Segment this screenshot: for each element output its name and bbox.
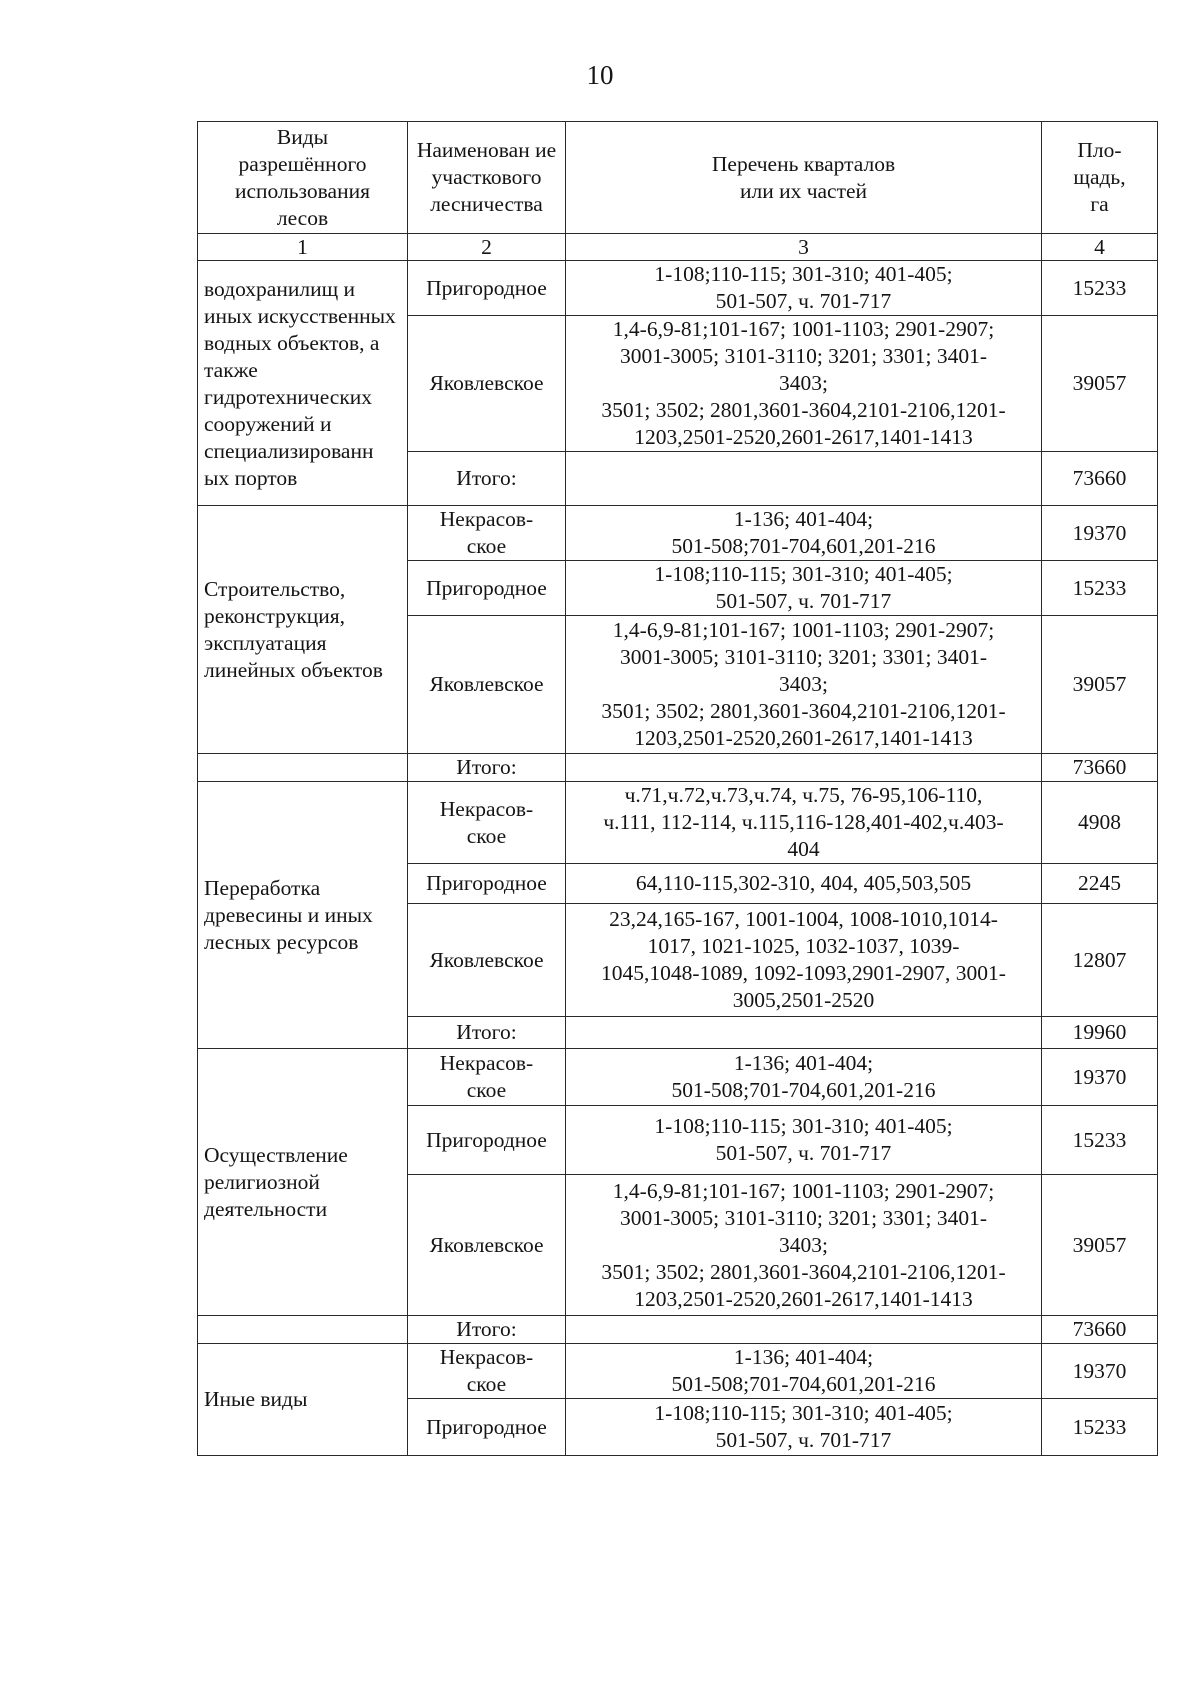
empty-cell — [198, 1316, 408, 1344]
table-row — [198, 1344, 1158, 1399]
quarters-cell: 64,110-115,302-310, 404, 405,503,505 — [566, 864, 1042, 904]
area-cell: 15233 — [1042, 561, 1158, 616]
use-kind-cell: водохранилищ и иных искусственных водных объектов, а также гидротехнических сооружений и специализированн ых портов — [198, 261, 408, 506]
quarters-cell: 1,4-6,9-81;101-167; 1001-1103; 2901-2907; 3001-3005; 3101-3110; 3201; 3301; 3401- 3403; 3501; 3502; 2801,3601-3604,2101-2106,1201- 1203,2501-2520,2601-2617,1401-1413 — [566, 1175, 1042, 1316]
forest-use-table — [197, 121, 1158, 1456]
quarters-cell: 1-136; 401-404; 501-508;701-704,601,201-216 — [566, 1344, 1042, 1399]
column-number-row — [198, 234, 1158, 261]
total-label: Итого: — [408, 452, 566, 506]
quarters-cell: 1-136; 401-404; 501-508;701-704,601,201-216 — [566, 506, 1042, 561]
forestry-cell: Пригородное — [408, 1106, 566, 1175]
total-row — [198, 754, 1158, 782]
empty-cell — [566, 452, 1042, 506]
quarters-cell: 1-136; 401-404; 501-508;701-704,601,201-216 — [566, 1049, 1042, 1106]
quarters-cell: 1,4-6,9-81;101-167; 1001-1103; 2901-2907; 3001-3005; 3101-3110; 3201; 3301; 3401- 3403; 3501; 3502; 2801,3601-3604,2101-2106,1201- 1203,2501-2520,2601-2617,1401-1413 — [566, 316, 1042, 452]
forestry-cell: Пригородное — [408, 864, 566, 904]
forestry-cell: Яковлевское — [408, 616, 566, 754]
area-cell: 15233 — [1042, 1106, 1158, 1175]
area-cell: 12807 — [1042, 904, 1158, 1017]
area-cell: 19370 — [1042, 506, 1158, 561]
area-cell: 39057 — [1042, 1175, 1158, 1316]
table-row — [198, 506, 1158, 561]
use-kind-cell: Переработка древесины и иных лесных ресурсов — [198, 782, 408, 1049]
forestry-cell: Пригородное — [408, 261, 566, 316]
forestry-cell: Некрасов- ское — [408, 782, 566, 864]
table-row — [198, 1049, 1158, 1106]
forestry-cell: Некрасов- ское — [408, 1344, 566, 1399]
forestry-cell: Пригородное — [408, 1399, 566, 1456]
empty-cell — [566, 754, 1042, 782]
header-area: Пло- щадь, га — [1042, 122, 1158, 234]
table-row — [198, 261, 1158, 316]
quarters-cell: 1,4-6,9-81;101-167; 1001-1103; 2901-2907; 3001-3005; 3101-3110; 3201; 3301; 3401- 3403; 3501; 3502; 2801,3601-3604,2101-2106,1201- 1203,2501-2520,2601-2617,1401-1413 — [566, 616, 1042, 754]
quarters-cell: 1-108;110-115; 301-310; 401-405; 501-507, ч. 701-717 — [566, 1106, 1042, 1175]
area-cell: 19370 — [1042, 1344, 1158, 1399]
quarters-cell: 1-108;110-115; 301-310; 401-405; 501-507, ч. 701-717 — [566, 1399, 1042, 1456]
quarters-cell: 23,24,165-167, 1001-1004, 1008-1010,1014- 1017, 1021-1025, 1032-1037, 1039- 1045,1048-1089, 1092-1093,2901-2907, 3001- 3005,2501-2520 — [566, 904, 1042, 1017]
total-area: 73660 — [1042, 1316, 1158, 1344]
total-label: Итого: — [408, 1316, 566, 1344]
empty-cell — [566, 1316, 1042, 1344]
quarters-cell: ч.71,ч.72,ч.73,ч.74, ч.75, 76-95,106-110, ч.111, 112-114, ч.115,116-128,401-402,ч.403- 404 — [566, 782, 1042, 864]
area-cell: 19370 — [1042, 1049, 1158, 1106]
header-kind: Виды разрешённого использования лесов — [198, 122, 408, 234]
total-label: Итого: — [408, 1017, 566, 1049]
header-row — [198, 122, 1158, 234]
area-cell: 39057 — [1042, 316, 1158, 452]
quarters-cell: 1-108;110-115; 301-310; 401-405; 501-507, ч. 701-717 — [566, 561, 1042, 616]
total-area: 19960 — [1042, 1017, 1158, 1049]
quarters-cell: 1-108;110-115; 301-310; 401-405; 501-507, ч. 701-717 — [566, 261, 1042, 316]
total-row — [198, 1316, 1158, 1344]
column-number: 4 — [1042, 234, 1158, 261]
empty-cell — [566, 1017, 1042, 1049]
column-number: 2 — [408, 234, 566, 261]
area-cell: 15233 — [1042, 1399, 1158, 1456]
header-forestry: Наименован ие участкового лесничества — [408, 122, 566, 234]
area-cell: 39057 — [1042, 616, 1158, 754]
empty-cell — [198, 754, 408, 782]
area-cell: 2245 — [1042, 864, 1158, 904]
forestry-cell: Яковлевское — [408, 316, 566, 452]
total-area: 73660 — [1042, 754, 1158, 782]
use-kind-cell: Осуществление религиозной деятельности — [198, 1049, 408, 1316]
area-cell: 15233 — [1042, 261, 1158, 316]
column-number: 1 — [198, 234, 408, 261]
forestry-cell: Некрасов- ское — [408, 506, 566, 561]
column-number: 3 — [566, 234, 1042, 261]
use-kind-cell: Иные виды — [198, 1344, 408, 1456]
total-area: 73660 — [1042, 452, 1158, 506]
area-cell: 4908 — [1042, 782, 1158, 864]
header-quarters: Перечень кварталов или их частей — [566, 122, 1042, 234]
forestry-cell: Пригородное — [408, 561, 566, 616]
total-label: Итого: — [408, 754, 566, 782]
table-row — [198, 782, 1158, 864]
use-kind-cell: Строительство, реконструкция, эксплуатация линейных объектов — [198, 506, 408, 754]
forestry-cell: Некрасов- ское — [408, 1049, 566, 1106]
forestry-cell: Яковлевское — [408, 904, 566, 1017]
page-number: 10 — [586, 60, 614, 90]
forestry-cell: Яковлевское — [408, 1175, 566, 1316]
